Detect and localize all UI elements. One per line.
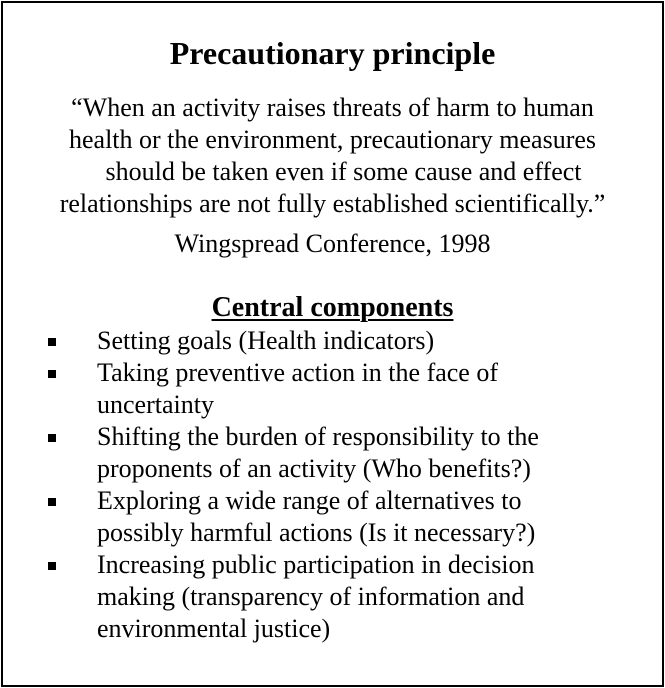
- square-bullet-icon: [48, 562, 56, 570]
- list-item-text: Setting goals (Health indicators): [97, 326, 435, 355]
- list-item-text: Exploring a wide range of alternatives to: [97, 486, 522, 515]
- list-item-text: possibly harmful actions (Is it necessary?): [97, 518, 536, 547]
- list-item-text: Taking preventive action in the face of: [97, 358, 499, 387]
- quote-line: health or the environment, precautionary measures: [68, 125, 597, 154]
- square-bullet-icon: [48, 338, 56, 346]
- list-item-text: making (transparency of information and: [97, 582, 525, 611]
- page-title: Precautionary principle: [169, 35, 496, 71]
- square-bullet-icon: [48, 498, 56, 506]
- quote-line: should be taken even if some cause and effect: [105, 157, 582, 186]
- list-item-text: environmental justice): [97, 614, 331, 643]
- section-heading: Central components: [211, 292, 454, 323]
- list-item-text: proponents of an activity (Who benefits?): [97, 454, 531, 483]
- quote-line: “When an activity raises threats of harm to human: [71, 93, 594, 122]
- list-item: [3, 549, 662, 645]
- list-item: [3, 421, 662, 485]
- square-bullet-icon: [48, 434, 56, 442]
- square-bullet-icon: [48, 370, 56, 378]
- document-frame: [1, 1, 664, 687]
- quote-line: relationships are not fully established scientifically.”: [59, 189, 606, 218]
- quote-block: [3, 92, 662, 220]
- components-list: [3, 325, 662, 645]
- list-item: [3, 325, 662, 357]
- list-item: [3, 485, 662, 549]
- quote-attribution: Wingspread Conference, 1998: [174, 229, 491, 258]
- list-item-text: Increasing public participation in decision: [97, 550, 535, 579]
- list-item: [3, 357, 662, 421]
- list-item-text: uncertainty: [97, 390, 214, 419]
- list-item-text: Shifting the burden of responsibility to the: [97, 422, 539, 451]
